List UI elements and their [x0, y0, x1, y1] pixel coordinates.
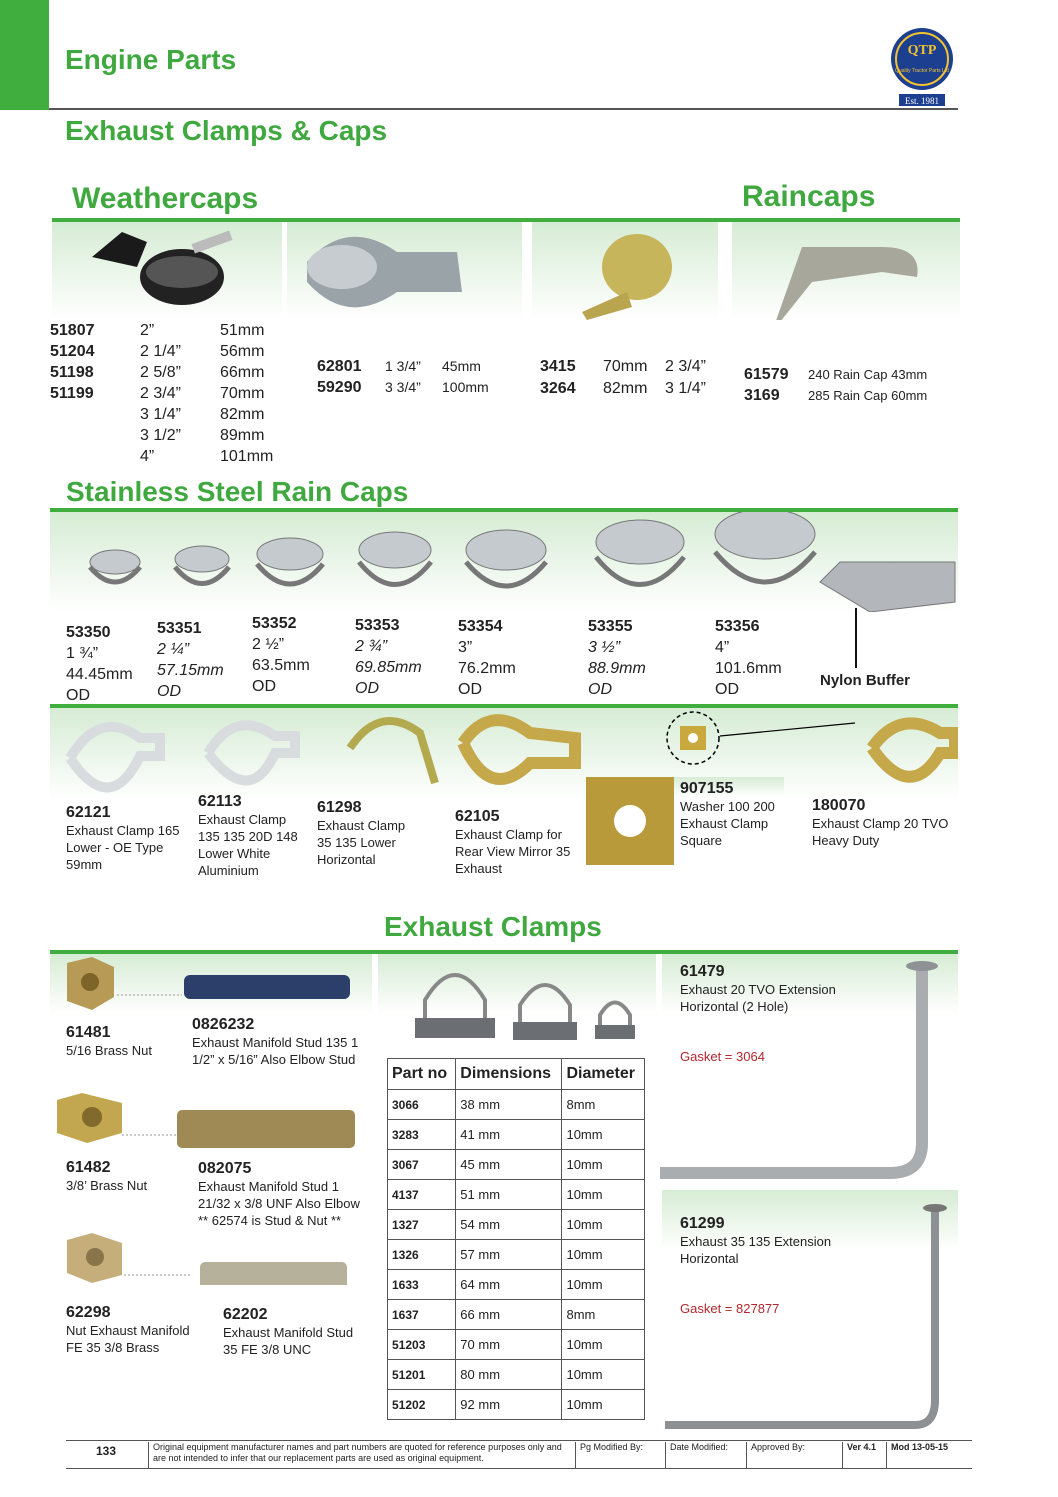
stainless-item-53355: 53355 3 ½” 88.9mm OD	[588, 618, 646, 698]
nut-61481: 61481 5/16 Brass Nut	[66, 1024, 152, 1058]
clamps-images	[50, 708, 958, 800]
weathercap-list-1: 51807 51204 51198 51199	[50, 322, 95, 402]
table-row: 51201 80 mm 10mm	[388, 1360, 645, 1390]
table-row: 3283 41 mm 10mm	[388, 1120, 645, 1150]
header-green-bar	[0, 0, 49, 110]
extension-61299: 61299 Exhaust 35 135 Extension Horizontal Gasket = 827877	[680, 1215, 832, 1316]
nuts-studs-images	[52, 955, 362, 1285]
clamp-180070: 180070 Exhaust Clamp 20 TVO Heavy Duty	[812, 797, 949, 848]
stainless-item-53353: 53353 2 ¾” 69.85mm OD	[355, 617, 422, 697]
table-row: 1637 66 mm 8mm	[388, 1300, 645, 1330]
weathercap-image-2	[287, 222, 522, 320]
table-row: 1633 64 mm 10mm	[388, 1270, 645, 1300]
weathercaps-heading: Weathercaps	[72, 182, 259, 215]
stainless-item-53356: 53356 4” 101.6mm OD	[715, 618, 782, 698]
weathercap-list-3: 3415 70mm 2 3/4” 3264 82mm 3 1/4”	[540, 358, 706, 397]
clamp-62121: 62121 Exhaust Clamp 165 Lower - OE Type 59mm	[66, 804, 180, 872]
u-clamps-image	[405, 960, 645, 1055]
clamp-62105: 62105 Exhaust Clamp for Rear View Mirror 35 Exhaust	[455, 808, 571, 876]
stud-0826232: 0826232 Exhaust Manifold Stud 135 1 1/2” x 5/16” Also Elbow Stud	[192, 1016, 359, 1067]
weathercap-mm-sizes: 51mm 56mm 66mm 70mm 82mm 89mm 101mm	[220, 322, 274, 465]
svg-text:QTP: QTP	[907, 43, 937, 58]
raincap-image	[732, 222, 960, 320]
footer-date-modified: Date Modified:	[665, 1442, 745, 1468]
stainless-item-53351: 53351 2 ¼” 57.15mm OD	[157, 620, 224, 700]
page-number: 133	[95, 1444, 117, 1458]
table-row: 51202 92 mm 10mm	[388, 1390, 645, 1420]
table-row: 51203 70 mm 10mm	[388, 1330, 645, 1360]
weathercap-image-3	[532, 222, 718, 320]
raincaps-heading: Raincaps	[742, 180, 876, 213]
u-clamp-table	[387, 1058, 645, 1420]
stud-082075: 082075 Exhaust Manifold Stud 1 21/32 x 3/8 UNF Also Elbow ** 62574 is Stud & Nut **	[198, 1160, 360, 1228]
weathercap-list-2: 62801 1 3/4” 45mm 59290 3 3/4” 100mm	[317, 358, 489, 396]
stainless-item-53354: 53354 3” 76.2mm OD	[458, 618, 516, 698]
raincap-list: 61579 240 Rain Cap 43mm 3169 285 Rain Cap 60mm	[744, 366, 928, 404]
footer-disclaimer: Original equipment manufacturer names and part numbers are quoted for reference purposes only and are not intended to infer that our replacement parts are used as original equipment.	[148, 1442, 573, 1468]
extension-61479: 61479 Exhaust 20 TVO Extension Horizontal (2 Hole) Gasket = 3064	[680, 963, 836, 1064]
table-row: 1326 57 mm 10mm	[388, 1240, 645, 1270]
table-header-row: Part no Dimensions Diameter	[388, 1059, 645, 1090]
washer-907155: 907155 Washer 100 200 Exhaust Clamp Square	[680, 780, 775, 848]
footer-mod: Mod 13-05-15	[886, 1442, 971, 1468]
table-row: 3067 45 mm 10mm	[388, 1150, 645, 1180]
nut-62298: 62298 Nut Exhaust Manifold FE 35 3/8 Brass	[66, 1304, 190, 1355]
svg-text:Est. 1981: Est. 1981	[904, 96, 940, 106]
stainless-item-53352: 53352 2 ½” 63.5mm OD	[252, 615, 310, 695]
clamp-62113: 62113 Exhaust Clamp 135 135 20D 148 Lower White Aluminium	[198, 793, 298, 878]
footer-rule-bottom	[66, 1468, 972, 1469]
footer-rule	[66, 1440, 972, 1441]
footer-version: Ver 4.1	[842, 1442, 885, 1468]
weathercap-image-1	[52, 222, 282, 320]
stainless-heading: Stainless Steel Rain Caps	[66, 476, 409, 507]
stainless-item-53350: 53350 1 ¾” 44.45mm OD	[66, 624, 133, 704]
nut-61482: 61482 3/8’ Brass Nut	[66, 1159, 148, 1193]
page-title: Exhaust Clamps & Caps	[65, 115, 388, 146]
nylon-buffer-arrow	[855, 608, 857, 668]
stud-62202: 62202 Exhaust Manifold Stud 35 FE 3/8 UNC	[223, 1306, 354, 1357]
weathercap-inch-sizes: 2” 2 1/4” 2 5/8” 2 3/4” 3 1/4” 3 1/2” 4”	[140, 322, 181, 465]
header-rule	[49, 108, 958, 110]
table-row: 4137 51 mm 10mm	[388, 1180, 645, 1210]
nylon-buffer-label: Nylon Buffer	[820, 672, 910, 689]
footer-approved: Approved By:	[746, 1442, 841, 1468]
table-row: 3066 38 mm 8mm	[388, 1090, 645, 1120]
clamp-61298: 61298 Exhaust Clamp 35 135 Lower Horizontal	[317, 799, 406, 867]
table-row: 1327 54 mm 10mm	[388, 1210, 645, 1240]
qtp-logo	[887, 26, 957, 108]
exhaust-clamps-heading: Exhaust Clamps	[384, 911, 602, 942]
section-title: Engine Parts	[65, 44, 237, 75]
svg-text:Quality Tractor Parts Ltd: Quality Tractor Parts Ltd	[895, 68, 949, 74]
stainless-images	[50, 512, 958, 612]
washer-closeup	[586, 777, 674, 865]
footer-pg-modified: Pg Modified By:	[575, 1442, 665, 1468]
